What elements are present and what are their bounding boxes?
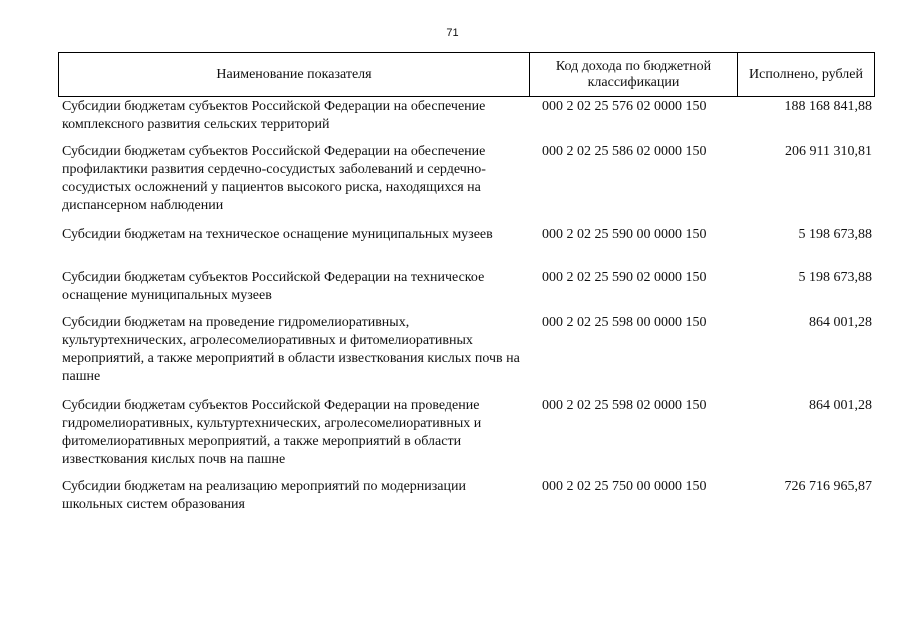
- row-amount: 726 716 965,87: [784, 479, 872, 494]
- header-amount: Исполнено, рублей: [749, 66, 863, 82]
- row-name: Субсидии бюджетам субъектов Российской Федерации на обеспечение комплексного развития сельских территорий: [62, 99, 486, 132]
- row-amount: 5 198 673,88: [798, 227, 872, 242]
- row-name: Субсидии бюджетам субъектов Российской Федерации на обеспечение профилактики развития сердечно-сосудистых заболеваний и сердечно-сосудистых осложнений у пациентов высокого риска, находящихся на диспансерном наблюдении: [62, 144, 486, 213]
- row-name: Субсидии бюджетам на реализацию мероприятий по модернизации школьных систем образования: [62, 479, 466, 512]
- header-code: Код дохода по бюджетной классификации: [530, 53, 738, 96]
- row-amount: 206 911 310,81: [785, 144, 872, 159]
- row-amount: 864 001,28: [809, 315, 872, 330]
- row-code: 000 2 02 25 598 00 0000 150: [542, 315, 707, 330]
- row-name: Субсидии бюджетам на техническое оснащение муниципальных музеев: [62, 227, 493, 242]
- row-amount: 864 001,28: [809, 398, 872, 413]
- row-code: 000 2 02 25 576 02 0000 150: [542, 99, 707, 114]
- table-header: [58, 52, 875, 97]
- row-code: 000 2 02 25 590 00 0000 150: [542, 227, 707, 242]
- row-code: 000 2 02 25 598 02 0000 150: [542, 398, 707, 413]
- row-code: 000 2 02 25 590 02 0000 150: [542, 270, 707, 285]
- header-name: Наименование показателя: [59, 53, 530, 96]
- row-name: Субсидии бюджетам субъектов Российской Федерации на проведение гидромелиоративных, культуртехнических, агролесомелиоративных и фитомелиоративных мероприятий, а также мероприятий в области известкования кислых почв на пашне: [62, 398, 482, 467]
- row-name: Субсидии бюджетам субъектов Российской Федерации на техническое оснащение муниципальных музеев: [62, 270, 485, 303]
- row-code: 000 2 02 25 750 00 0000 150: [542, 479, 707, 494]
- page-number: 71: [446, 27, 459, 39]
- row-amount: 5 198 673,88: [798, 270, 872, 285]
- row-amount: 188 168 841,88: [784, 99, 872, 114]
- row-code: 000 2 02 25 586 02 0000 150: [542, 144, 707, 159]
- row-name: Субсидии бюджетам на проведение гидромелиоративных, культуртехнических, агролесомелиоративных и фитомелиоративных мероприятий, а также мероприятий в области известкования кислых почв на пашне: [62, 315, 520, 384]
